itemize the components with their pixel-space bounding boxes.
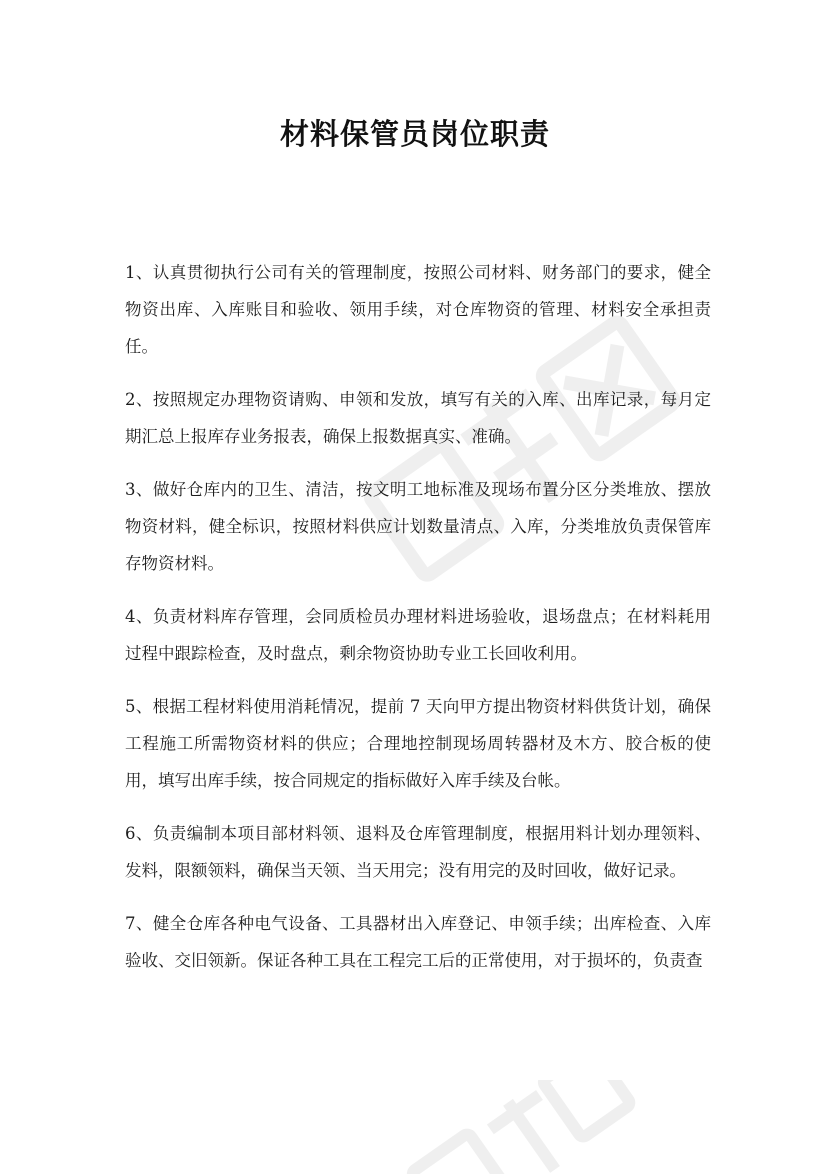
duty-paragraph-1: 1、认真贯彻执行公司有关的管理制度，按照公司材料、财务部门的要求，健全物资出库、入库账目和验收、领用手续，对仓库物资的管理、材料安全承担责任。	[125, 263, 711, 356]
document-title: 材料保管员岗位职责	[279, 117, 550, 151]
duty-paragraph-6: 6、负责编制本项目部材料领、退料及仓库管理制度，根据用料计划办理领料、发料，限额领料，确保当天领、当天用完；没有用完的及时回收，做好记录。	[125, 824, 711, 880]
watermark-bottom-icon	[380, 1080, 640, 1174]
document-body	[125, 254, 711, 995]
duty-paragraph-2: 2、按照规定办理物资请购、申领和发放，填写有关的入库、出库记录，每月定期汇总上报库存业务报表，确保上报数据真实、准确。	[125, 390, 711, 446]
duty-paragraph-3: 3、做好仓库内的卫生、清洁，按文明工地标准及现场布置分区分类堆放、摆放物资材料，健全标识，按照材料供应计划数量清点、入库，分类堆放负责保管库存物资材料。	[125, 480, 711, 573]
duty-paragraph-4: 4、负责材料库存管理，会同质检员办理材料进场验收，退场盘点；在材料耗用过程中跟踪检查，及时盘点，剩余物资协助专业工长回收利用。	[125, 607, 711, 663]
duty-paragraph-5: 5、根据工程材料使用消耗情况，提前 7 天向甲方提出物资材料供货计划，确保工程施工所需物资材料的供应；合理地控制现场周转器材及木方、胶合板的使用，填写出库手续，按合同规定的指标做好入库手续及台帐。	[125, 697, 711, 790]
duty-paragraph-7: 7、健全仓库各种电气设备、工具器材出入库登记、申领手续；出库检查、入库验收、交旧领新。保证各种工具在工程完工后的正常使用，对于损坏的，负责查	[125, 914, 711, 970]
